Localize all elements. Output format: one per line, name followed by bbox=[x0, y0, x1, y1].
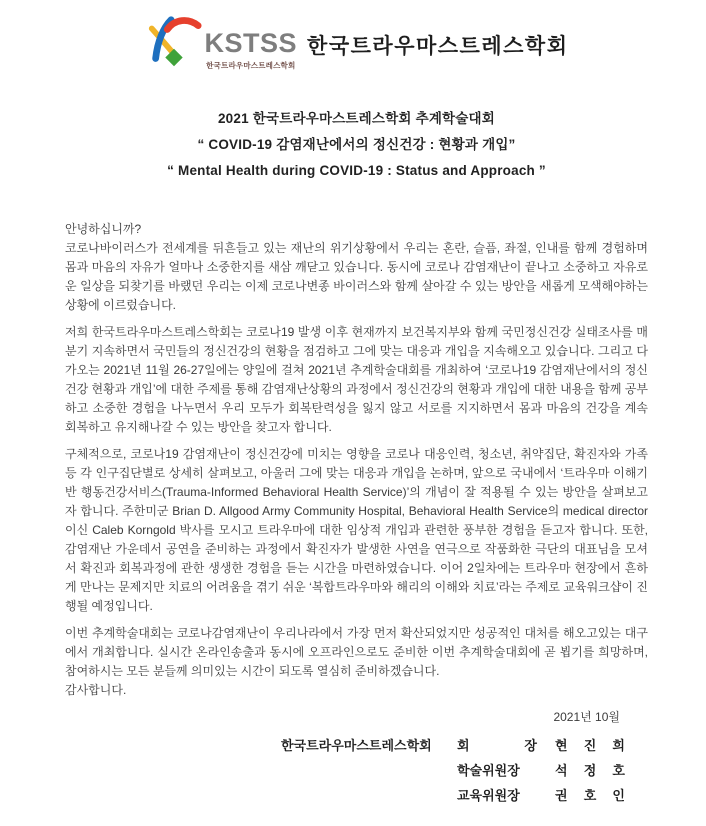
signature-name: 현 진 희 bbox=[555, 738, 625, 753]
logo-text-block bbox=[205, 30, 298, 71]
signature-org: 한국트라우마스트레스학회 bbox=[281, 738, 432, 753]
title-line-1: 2021 한국트라우마스트레스학회 추계학술대회 bbox=[217, 111, 496, 126]
logo-acronym-subtitle: 한국트라우마스트레스학회 bbox=[206, 61, 296, 70]
date-line: 2021년 10월 bbox=[553, 710, 620, 724]
logo-ribbon-red bbox=[167, 21, 198, 30]
greeting-line: 안녕하십니까? bbox=[65, 222, 142, 236]
paragraph-4 bbox=[65, 624, 648, 700]
paragraph-1-text: 코로나바이러스가 전세계를 뒤흔들고 있는 재난의 위기상황에서 우리는 혼란, 슬픔, 좌절, 인내를 함께 경험하며 몸과 마음의 자유가 얼마나 소중한지를 새삼 깨닫고 있습니다. 동시에 코로나 감염재난이 끝나고 소중하고 자유로운 일상을 되찾기를 바랬던 우리는 이제 코로나변종 바이러스와 함께 살아갈 수 있는 방안을 새롭게 모색해야하는 상황에 이르렀습니다. bbox=[65, 241, 648, 312]
title-line-3: “ Mental Health during COVID-19 : Status and Approach ” bbox=[167, 163, 546, 178]
signature-name: 석 정 호 bbox=[555, 763, 625, 778]
logo-acronym: KSTSS bbox=[204, 28, 298, 58]
paragraph-2: 저희 한국트라우마스트레스학회는 코로나19 발생 이후 현재까지 보건복지부와 함께 국민정신건강 실태조사를 매 분기 지속하면서 국민들의 정신건강의 현황을 점검하고 그에 맞는 대응과 개입을 지속해오고 있습니다. 그리고 다가오는 2021년 11월 26-27일에는 양일에 걸쳐 2021년 추계학술대회를 개최하여 ‘코로나19 감염재난에서의 정신건강 현황과 개입’에 대한 주제를 통해 감염재난상황의 과정에서 정신건강의 현황과 개입에 대한 내용을 함께 공부하고 소중한 경험을 나누면서 우리 모두가 회복탄력성을 잃지 않고 서로를 지지하면서 몸과 마음의 건강을 계속 회복하고 유지해나갈 수 있는 방안을 찾고자 합니다. bbox=[65, 325, 648, 434]
kstss-logo-icon bbox=[145, 14, 203, 72]
signature-role: 교육위원장 bbox=[457, 788, 520, 803]
paragraph-3: 구체적으로, 코로나19 감염재난이 정신건강에 미치는 영향을 코로나 대응인력, 청소년, 취약집단, 확진자와 가족 등 각 인구집단별로 상세히 살펴보고, 아울러 그에 맞는 대응과 개입을 논하며, 앞으로 국내에서 ‘트라우마 이해기반 행동건강서비스(Trauma-Informed Behavioral Health Service)’의 개념이 잘 적용될 수 있는 방안을 살펴보고자 합니다. 주한미군 Brian D. Allgood Army Community Hospital, Behavioral Health Service의 medical director이신 Caleb Korngold 박사를 모시고 트라우마에 대한 임상적 개입과 관련한 풍부한 경험을 듣고자 합니다. 또한, 감염재난 가운데서 공연을 준비하는 과정에서 확진자가 발생한 사연을 연극으로 작품화한 극단의 대표님을 모셔서 확진과 회복과정에 관한 생생한 경험을 듣는 시간을 마련하였습니다. 이어 2일차에는 트라우마 현장에서 흔하게 만나는 문제지만 치료의 어려움을 겪기 쉬운 ‘복합트라우마와 해리의 이해와 치료’라는 주제로 교육워크샵이 진행될 예정입니다. bbox=[65, 447, 648, 613]
title-line-2: “ COVID-19 감염재난에서의 정신건강 : 현황과 개입” bbox=[197, 137, 516, 152]
signature-row bbox=[281, 735, 625, 760]
signature-role: 학술위원장 bbox=[457, 763, 520, 778]
signature-name: 권 호 인 bbox=[555, 788, 625, 803]
closing-line: 감사합니다. bbox=[65, 683, 127, 697]
paragraph-1 bbox=[65, 220, 648, 315]
paragraph-4-text: 이번 추계학술대회는 코로나감염재난이 우리나라에서 가장 먼저 확산되었지만 성공적인 대처를 해오고있는 대구에서 개최합니다. 실시간 온라인송출과 동시에 오프라인으로도 준비한 이번 추계학술대회에 곧 뵙기를 희망하며, 참여하시는 모든 분들께 의미있는 시간이 되도록 열심히 준비하겠습니다. bbox=[65, 626, 648, 678]
letter-body bbox=[65, 220, 648, 725]
signature-role: 회 장 bbox=[457, 738, 537, 753]
letterhead bbox=[65, 14, 648, 74]
signature-row bbox=[281, 760, 625, 785]
signature-row bbox=[281, 785, 625, 810]
signature-block bbox=[65, 735, 625, 810]
document-title-block bbox=[65, 106, 648, 184]
organization-name: 한국트라우마스트레스학회 bbox=[307, 35, 569, 58]
